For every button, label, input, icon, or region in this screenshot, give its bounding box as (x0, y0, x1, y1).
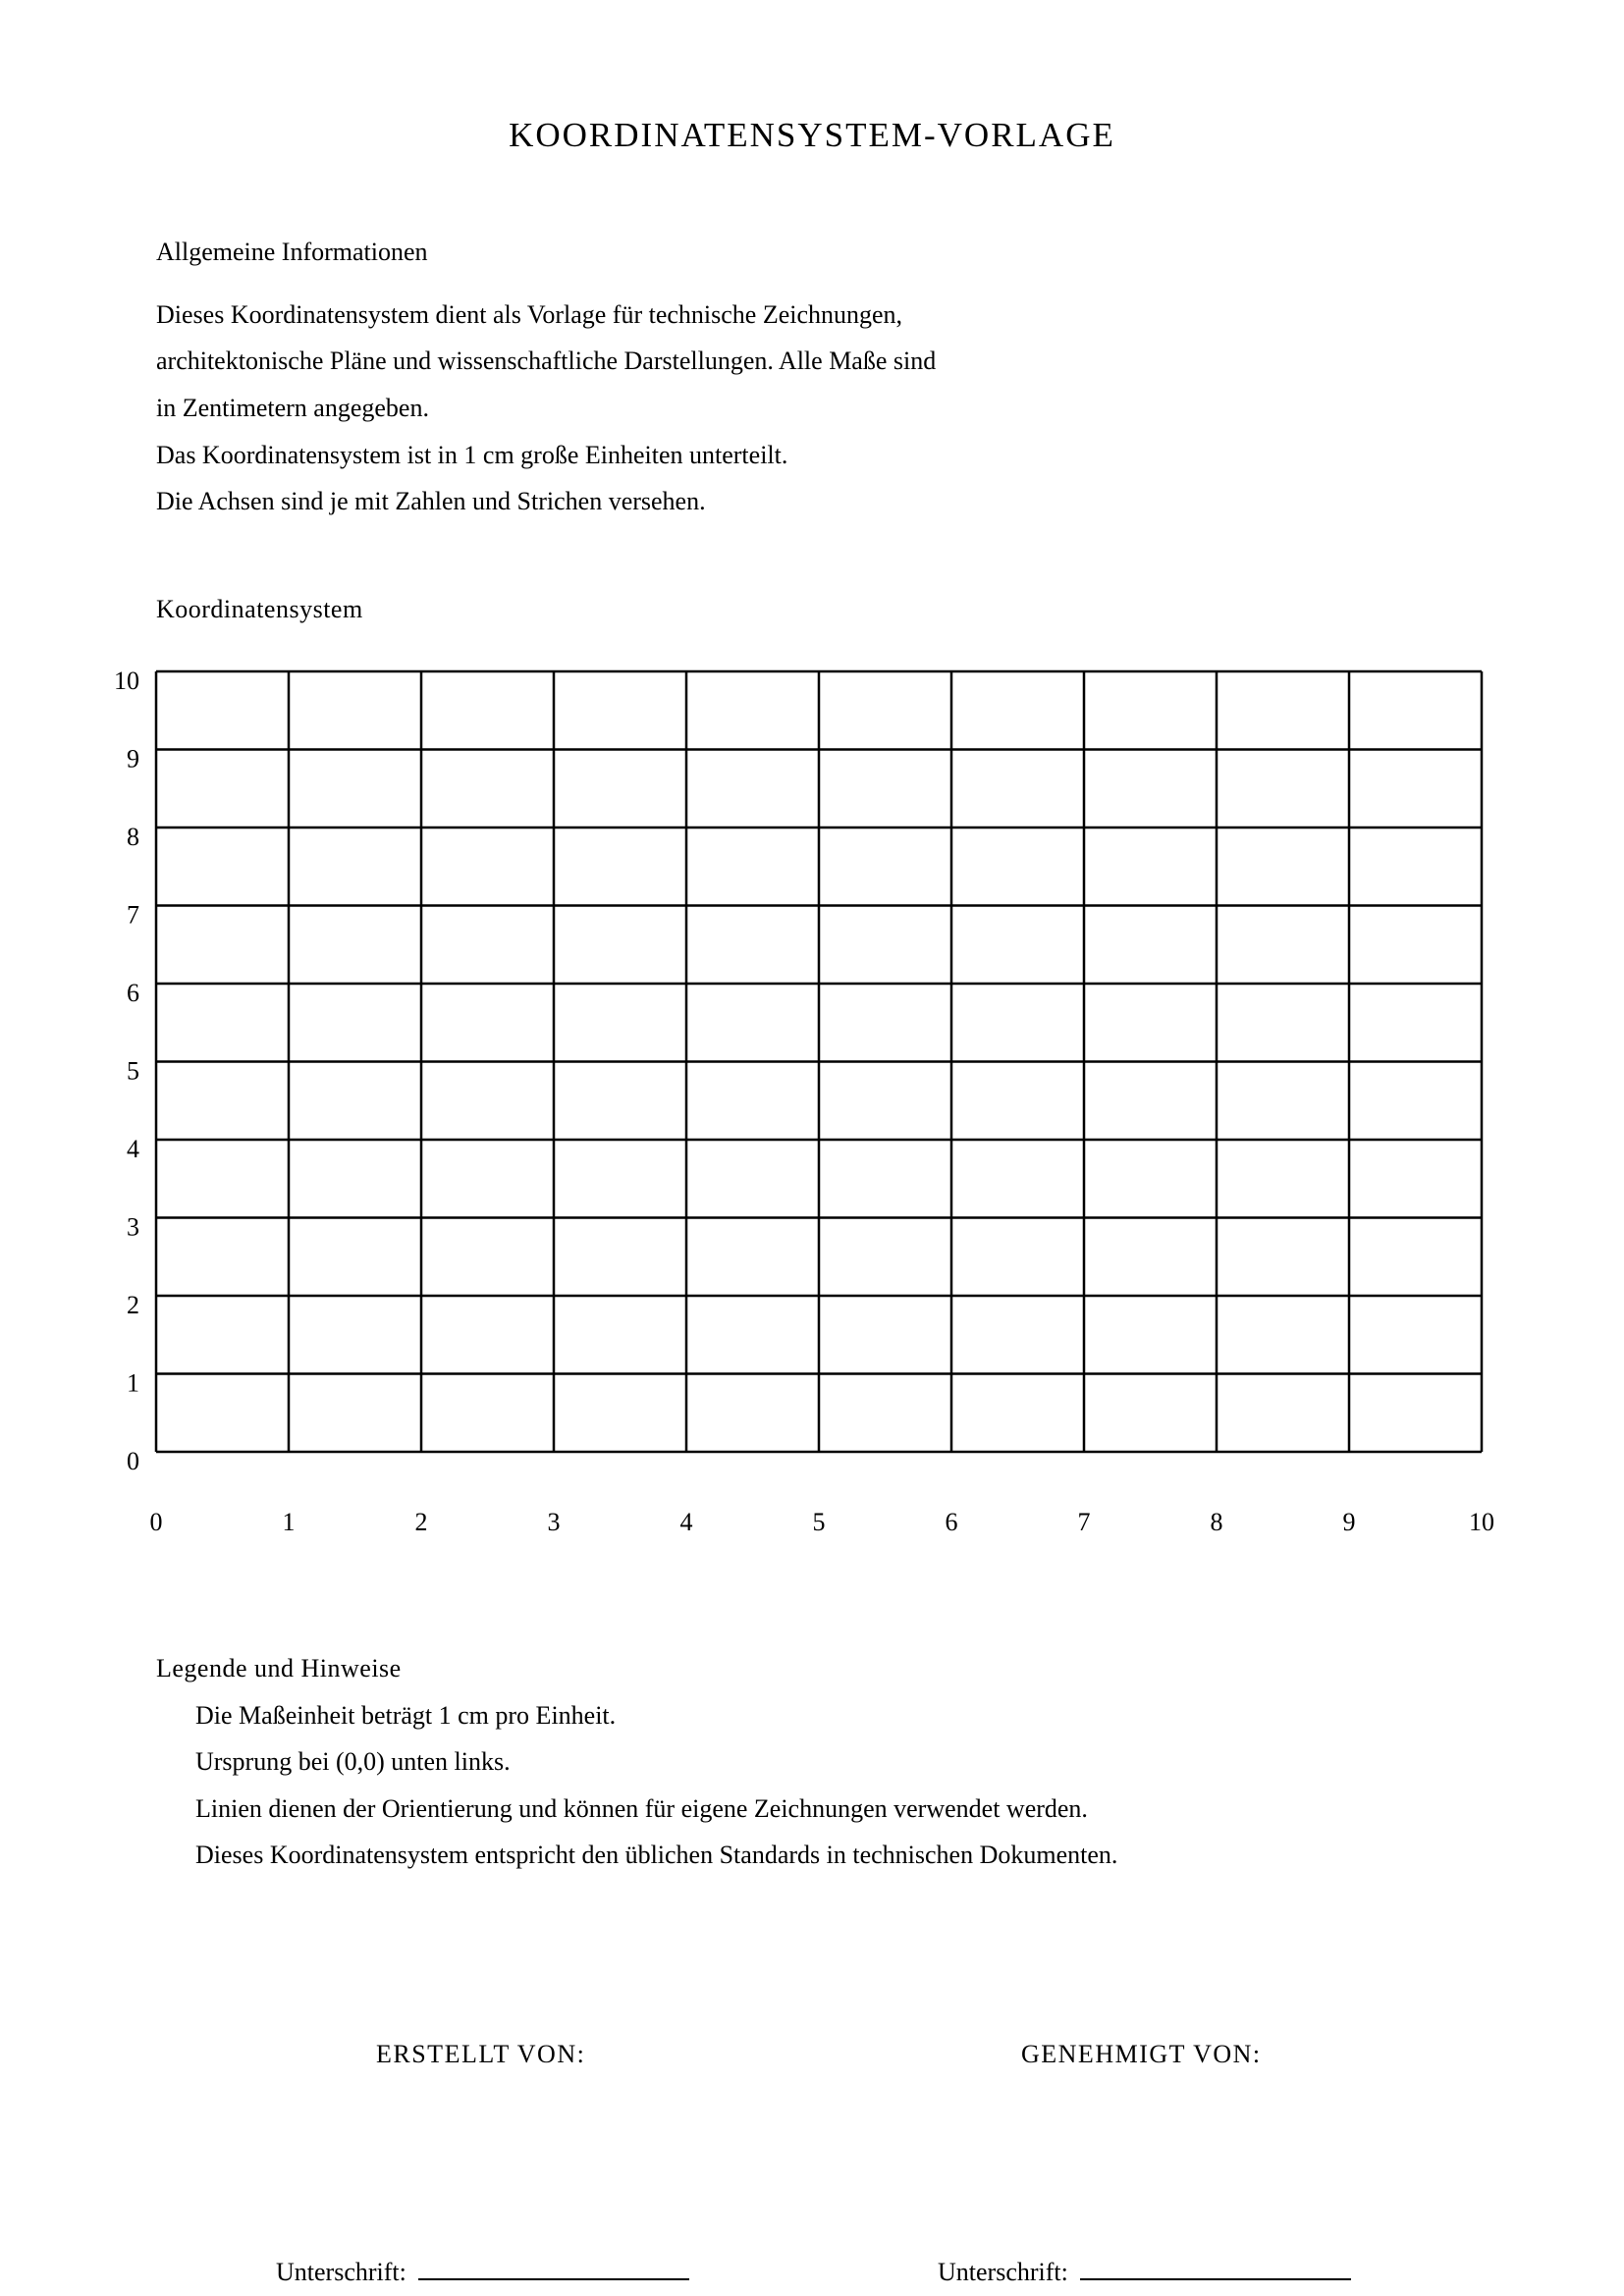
legend-heading: Legende und Hinweise (156, 1654, 402, 1682)
signature-line-right[interactable] (938, 2258, 1351, 2287)
y-tick-label: 3 (127, 1212, 139, 1242)
x-tick-label: 0 (149, 1508, 163, 1536)
info-paragraph-line: Die Achsen sind je mit Zahlen und Strichen versehen. (156, 487, 706, 515)
y-tick-label: 2 (127, 1291, 139, 1319)
signature-label: Unterschrift: (276, 2258, 406, 2286)
info-paragraph-line: Dieses Koordinatensystem dient als Vorlage für technische Zeichnungen, (156, 300, 903, 329)
approved-by-label: GENEHMIGT VON: (1021, 2040, 1262, 2068)
x-tick-label: 5 (812, 1508, 826, 1536)
x-tick-label: 10 (1469, 1508, 1494, 1536)
x-tick-label: 4 (679, 1508, 693, 1536)
created-by-label: ERSTELLT VON: (376, 2040, 586, 2068)
x-tick-label: 1 (282, 1508, 296, 1536)
y-tick-label: 9 (127, 744, 139, 774)
y-tick-label: 4 (127, 1135, 139, 1163)
info-paragraph-line: Das Koordinatensystem ist in 1 cm große Einheiten unterteilt. (156, 441, 788, 469)
y-tick-label: 7 (127, 900, 139, 930)
y-tick-label: 6 (127, 979, 139, 1007)
info-heading: Allgemeine Informationen (156, 238, 428, 266)
info-paragraph-line: in Zentimetern angegeben. (156, 394, 429, 422)
y-tick-label: 5 (127, 1056, 139, 1086)
x-tick-label: 6 (945, 1508, 958, 1536)
signature-line-left[interactable] (276, 2258, 689, 2287)
signature-label: Unterschrift: (938, 2258, 1068, 2286)
y-tick-label: 0 (127, 1447, 139, 1475)
signature-rule (418, 2278, 689, 2280)
grid-heading: Koordinatensystem (156, 595, 363, 623)
signature-rule (1080, 2278, 1351, 2280)
x-tick-label: 3 (547, 1508, 561, 1536)
x-tick-label: 8 (1210, 1508, 1223, 1536)
legend-item: Linien dienen der Orientierung und können für eigene Zeichnungen verwendet werden. (195, 1794, 1088, 1823)
x-tick-label: 9 (1342, 1508, 1356, 1536)
x-tick-label: 7 (1077, 1508, 1091, 1536)
y-tick-label: 10 (114, 667, 139, 695)
legend-item: Ursprung bei (0,0) unten links. (195, 1747, 511, 1776)
info-paragraph-line: architektonische Pläne und wissenschaftliche Darstellungen. Alle Maße sind (156, 347, 937, 375)
legend-item: Die Maßeinheit beträgt 1 cm pro Einheit. (195, 1701, 617, 1730)
legend-item: Dieses Koordinatensystem entspricht den üblichen Standards in technischen Dokumenten. (195, 1841, 1118, 1869)
x-tick-label: 2 (414, 1508, 428, 1536)
page-title: KOORDINATENSYSTEM-VORLAGE (509, 116, 1115, 154)
y-tick-label: 8 (127, 823, 139, 851)
y-tick-label: 1 (127, 1368, 139, 1398)
